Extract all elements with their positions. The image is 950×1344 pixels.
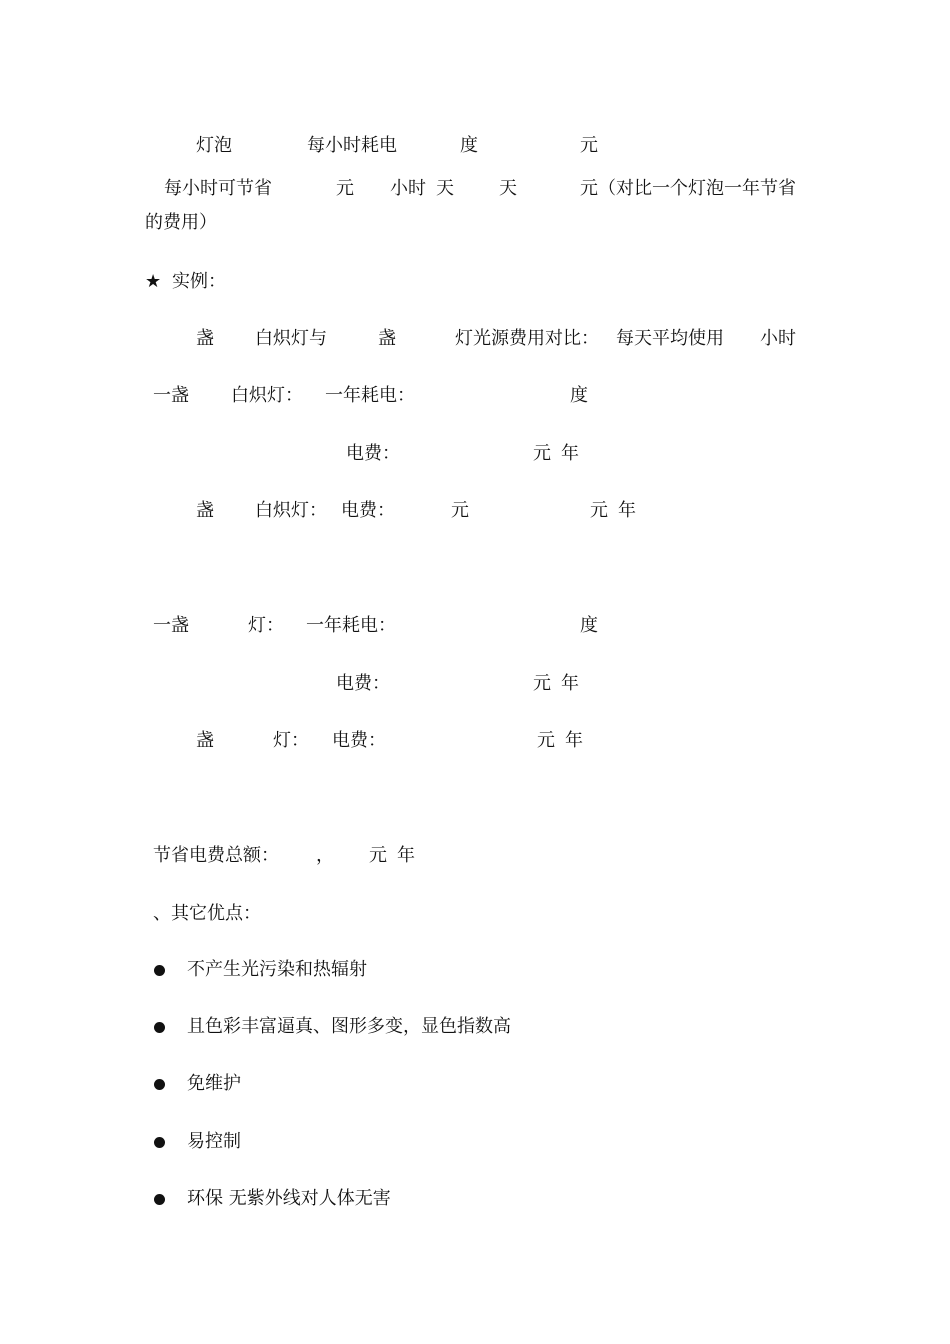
unit-degree: 度: [580, 615, 598, 636]
unit-yuan: 元: [590, 500, 608, 521]
text-fee-label: 电费：: [341, 500, 395, 521]
unit-yuan: 元: [537, 730, 555, 751]
advantage-item: 易控制: [187, 1131, 241, 1152]
other-advantages-heading: 、其它优点：: [153, 903, 261, 924]
text-incandescent-and: 白炽灯与: [255, 328, 327, 349]
example-heading: 实例：: [172, 271, 226, 292]
text-hourly-consumption: 每小时耗电: [307, 135, 397, 156]
unit-lamp: 盏: [196, 328, 214, 349]
advantage-item: 环保 无紫外线对人体无害: [187, 1188, 391, 1209]
text-yearly-power: 一年耗电：: [325, 385, 415, 406]
text-hourly-savings: 每小时可节省: [164, 178, 272, 199]
text-one-lamp: 一盏: [153, 615, 189, 636]
star-icon: ★: [145, 271, 162, 292]
savings-label: 节省电费总额：: [153, 845, 279, 866]
unit-year: 年: [565, 730, 583, 751]
unit-year: 年: [618, 500, 636, 521]
text-incandescent: 白炽灯：: [255, 500, 327, 521]
text-led-lamp: 灯：: [273, 730, 309, 751]
text-led-lamp: 灯：: [248, 615, 284, 636]
text-cost-comparison: 灯光源费用对比：: [455, 328, 599, 349]
text-fee-label: 电费：: [336, 673, 390, 694]
text-yearly-comparison: 元（对比一个灯泡一年节省: [580, 178, 796, 199]
bullet-icon: [154, 1137, 165, 1148]
unit-year: 年: [561, 443, 579, 464]
unit-yuan: 元: [369, 845, 387, 866]
text-cost-note: 的费用）: [145, 212, 217, 233]
unit-day: 天: [499, 178, 517, 199]
unit-yuan: 元: [580, 135, 598, 156]
unit-yuan: 元: [533, 443, 551, 464]
unit-year: 年: [397, 845, 415, 866]
unit-lamp: 盏: [196, 730, 214, 751]
bullet-icon: [154, 1022, 165, 1033]
savings-comma: ，: [316, 845, 334, 866]
unit-lamp: 盏: [196, 500, 214, 521]
text-fee-label: 电费：: [346, 443, 400, 464]
unit-degree: 度: [570, 385, 588, 406]
advantage-item: 不产生光污染和热辐射: [187, 959, 367, 980]
bullet-icon: [154, 965, 165, 976]
text-yearly-power: 一年耗电：: [306, 615, 396, 636]
advantage-item: 免维护: [187, 1073, 241, 1094]
unit-day: 天: [436, 178, 454, 199]
unit-yuan: 元: [451, 500, 469, 521]
bullet-icon: [154, 1194, 165, 1205]
unit-hour: 小时: [760, 328, 796, 349]
text-bulb: 灯泡: [196, 135, 232, 156]
text-daily-usage: 每天平均使用: [616, 328, 724, 349]
unit-lamp: 盏: [378, 328, 396, 349]
text-incandescent: 白炽灯：: [231, 385, 303, 406]
text-one-lamp: 一盏: [153, 385, 189, 406]
unit-yuan: 元: [533, 673, 551, 694]
unit-degree: 度: [460, 135, 478, 156]
unit-yuan: 元: [336, 178, 354, 199]
text-fee-label: 电费：: [332, 730, 386, 751]
bullet-icon: [154, 1079, 165, 1090]
unit-hour: 小时: [390, 178, 426, 199]
advantage-item: 且色彩丰富逼真、图形多变，显色指数高: [187, 1016, 511, 1037]
unit-year: 年: [561, 673, 579, 694]
